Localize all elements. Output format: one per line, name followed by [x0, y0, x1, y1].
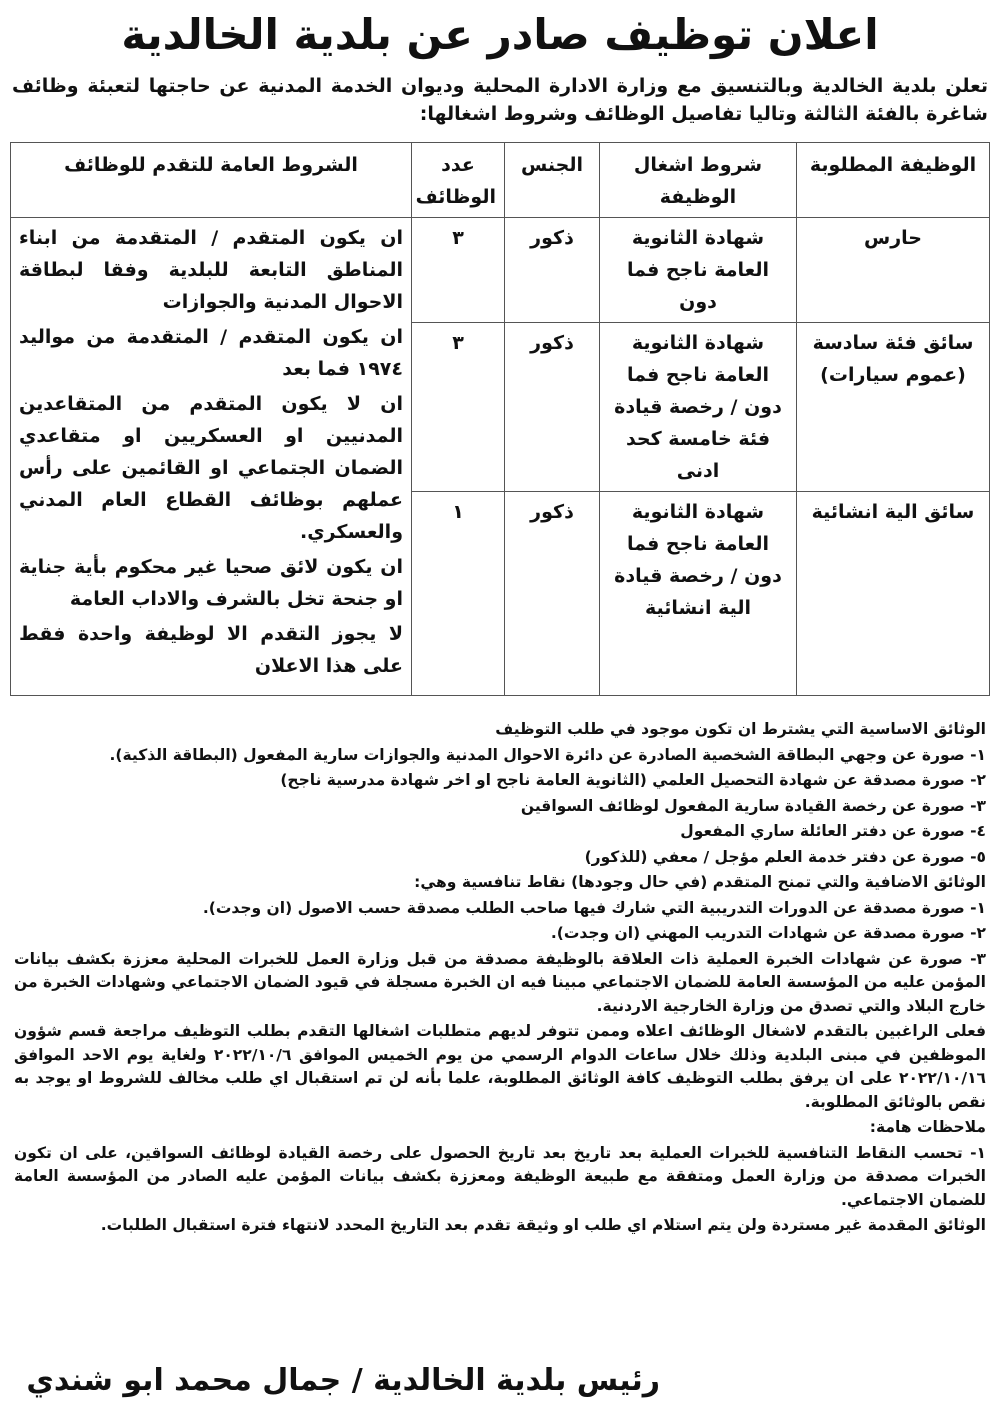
header-gender: الجنس [505, 143, 600, 218]
application-paragraph: فعلى الراغبين بالتقدم لاشغال الوظائف اعلاه وممن تتوفر لديهم متطلبات اشغالها التقدم بطلب التوظيف مراجعة قسم شؤون الموظفين في مبنى البلدية وذلك خلال ساعات الدوام الرسمي من يوم الخميس الموافق ٢٠٢٢/١٠/٦ ولغاية يوم الاحد الموافق ٢٠٢٢/١٠/١٦ على ان يرفق بطلب التوظيف كافة الوثائق المطلوبة، علما بأنه لن تم استقبال اي طلب مخالف للشروط او يوجد به نقص بالوثائق المطلوبة. [14, 1022, 986, 1111]
count-cell: ١ [412, 492, 505, 696]
table-header-row [11, 143, 990, 218]
requirements-cell: شهادة الثانوية العامة ناجح فما دون / رخصة قيادة الية انشائية [600, 492, 797, 696]
header-job: الوظيفة المطلوبة [797, 143, 990, 218]
condition-item: لا يجوز التقدم الا لوظيفة واحدة فقط على هذا الاعلان [19, 623, 403, 677]
jobs-table [10, 142, 990, 696]
job-cell: سائق فئة سادسة (عموم سيارات) [797, 323, 990, 492]
gender-cell: ذكور [505, 323, 600, 492]
list-item: ٣- صورة عن رخصة القيادة سارية المفعول لوظائف السواقين [520, 796, 986, 815]
condition-item: ان لا يكون المتقدم من المتقاعدين المدنيين او العسكريين او متقاعدي الضمان الجتماعي او القائمين على رأس عملهم بوظائف القطاع العام المدني والعسكري. [19, 393, 403, 543]
general-conditions-cell [11, 218, 412, 696]
table-row [11, 218, 990, 323]
gender-cell: ذكور [505, 492, 600, 696]
list-item: ٥- صورة عن دفتر خدمة العلم مؤجل / معفي (للذكور) [584, 847, 986, 866]
list-item: ١- تحسب النقاط التنافسية للخبرات العملية بعد تاريخ بعد تاريخ الحصول على رخصة القيادة لوظائف السواقين، على ان تكون الخبرات مصدقة من وزارة العمل ومتفقة مع طبيعة الوظيفة ومعززة بكشف بيانات المؤمن عليه الصادر من المؤسسة العامة للضمان الاجتماعي. [14, 1143, 986, 1209]
job-cell: حارس [797, 218, 990, 323]
count-cell: ٣ [412, 218, 505, 323]
documents-section [14, 718, 986, 1238]
header-conditions: الشروط العامة للتقدم للوظائف [11, 143, 412, 218]
basic-documents-heading: الوثائق الاساسية التي يشترط ان تكون موجود في طلب التوظيف [495, 720, 986, 738]
header-count: عدد الوظائف [412, 143, 505, 218]
intro-paragraph: تعلن بلدية الخالدية وبالتنسيق مع وزارة الادارة المحلية وديوان الخدمة المدنية عن حاجتها لتعبئة وظائف شاغرة بالفئة الثالثة وتاليا تفاصيل الوظائف وشروط اشغالها: [12, 75, 988, 125]
list-item: ٢- صورة مصدقة عن شهادة التحصيل العلمي (الثانوية العامة ناجح او اخر شهادة مدرسية ناجح) [280, 771, 986, 789]
list-item: ٢- صورة مصدقة عن شهادات التدريب المهني (ان وجدت). [550, 924, 986, 942]
condition-item: ان يكون لائق صحيا غير محكوم بأية جناية او جنحة تخل بالشرف والاداب العامة [19, 556, 403, 610]
requirements-cell: شهادة الثانوية العامة ناجح فما دون / رخصة قيادة فئة خامسة كحد ادنى [600, 323, 797, 492]
extra-documents-heading: الوثائق الاضافية والتي تمنح المتقدم (في حال وجودها) نقاط تنافسية وهي: [414, 873, 986, 891]
requirements-cell: شهادة الثانوية العامة ناجح فما دون [600, 218, 797, 323]
list-item: ١- صورة مصدقة عن الدورات التدريبية التي شارك فيها صاحب الطلب مصدقة حسب الاصول (ان وجدت). [202, 898, 986, 917]
gender-cell: ذكور [505, 218, 600, 323]
notes-heading: ملاحظات هامة: [869, 1118, 986, 1136]
job-cell: سائق الية انشائية [797, 492, 990, 696]
page-title: اعلان توظيف صادر عن بلدية الخالدية [121, 10, 879, 59]
list-item: ٤- صورة عن دفتر العائلة ساري المفعول [680, 822, 986, 840]
signature-line: رئيس بلدية الخالدية / جمال محمد ابو شندي [26, 1363, 660, 1398]
condition-item: ان يكون المتقدم / المتقدمة من ابناء المناطق التابعة للبلدية وفقا لبطاقة الاحوال المدنية والجوازات [19, 227, 403, 313]
closing-paragraph: الوثائق المقدمة غير مستردة ولن يتم استلام اي طلب او وثيقة تقدم بعد التاريخ المحدد لانتهاء فترة استقبال الطلبات. [100, 1216, 986, 1234]
condition-item: ان يكون المتقدم / المتقدمة من مواليد ١٩٧٤ فما بعد [19, 326, 403, 380]
header-requirements: شروط اشغال الوظيفة [600, 143, 797, 218]
list-item: ١- صورة عن وجهي البطاقة الشخصية الصادرة عن دائرة الاحوال المدنية والجوازات سارية المفعول (البطاقة الذكية). [109, 745, 986, 764]
count-cell: ٣ [412, 323, 505, 492]
list-item: ٣- صورة عن شهادات الخبرة العملية ذات العلاقة بالوظيفة مصدقة من قبل وزارة العمل للخبرات المحلية معززة بكشف بيانات المؤمن عليه من المؤسسة العامة للضمان الاجتماعي مبينا فيه ان الخبرة مسجلة في قيود الضمان الاجتماعي وشهادات الخبرة من خارج البلاد والتي تصدق من وزارة الخارجية الاردنية. [14, 949, 986, 1015]
